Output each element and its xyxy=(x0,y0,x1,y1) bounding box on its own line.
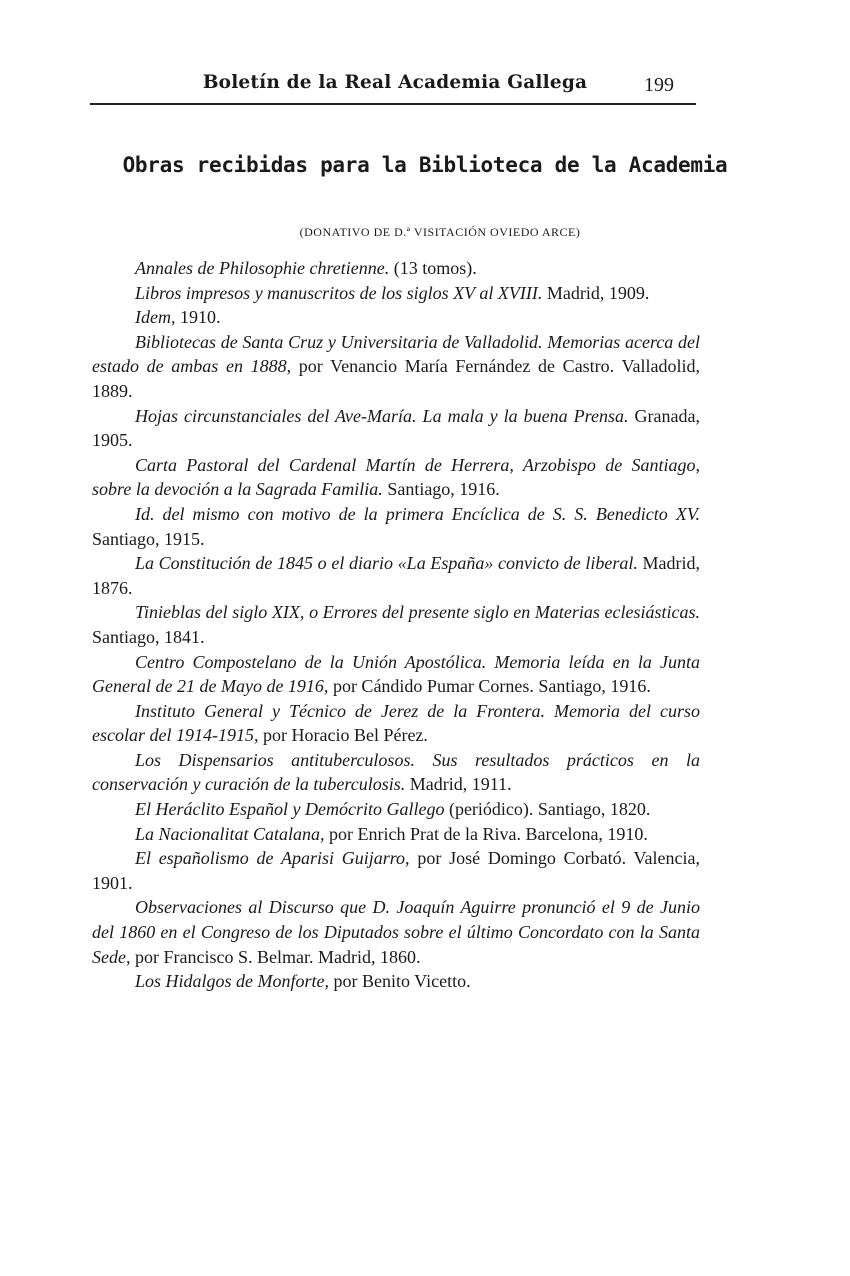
entry-details: por José Domingo Corbató. Valencia, 1901. xyxy=(92,848,700,893)
entry-details: Madrid, 1909. xyxy=(542,282,650,303)
entry-details: 1910. xyxy=(175,307,221,328)
entry-list xyxy=(92,256,700,994)
list-item xyxy=(92,305,700,330)
entry-details: por Cándido Pumar Cornes. Santiago, 1916. xyxy=(328,676,651,697)
entry-details: Madrid, 1876. xyxy=(92,553,701,598)
page-header xyxy=(92,70,698,102)
list-item xyxy=(92,551,700,600)
entry-title: Bibliotecas de Santa Cruz y Universitaria de Valladolid. Memorias acerca del estado de ambas en 1888, xyxy=(92,331,700,377)
list-item xyxy=(92,699,700,748)
list-item xyxy=(92,822,700,847)
entry-details: (periódico). Santiago, 1820. xyxy=(444,799,651,820)
entry-title: Libros impresos y manuscritos de los siglos XV al XVIII. xyxy=(135,282,543,303)
list-item xyxy=(92,404,700,453)
entry-title: Carta Pastoral del Cardenal Martín de Herrera, Arzobispo de Santiago, sobre la devoción a la Sagrada Familia. xyxy=(92,454,700,500)
list-item xyxy=(92,969,700,994)
list-item xyxy=(92,895,700,969)
list-item xyxy=(92,748,700,797)
list-item xyxy=(92,797,700,822)
entry-details: Granada, 1905. xyxy=(92,405,700,451)
entry-title: Los Hidalgos de Monforte, xyxy=(135,971,330,992)
entry-details: por Enrich Prat de la Riva. Barcelona, 1910. xyxy=(324,823,648,844)
entry-title: Instituto General y Técnico de Jerez de la Frontera. Memoria del curso escolar del 1914-1915, xyxy=(92,700,700,746)
entry-details: Santiago, 1841. xyxy=(92,626,205,647)
list-item xyxy=(92,256,700,281)
entry-title: La Constitución de 1845 o el diario «La España» convicto de liberal. xyxy=(135,553,638,574)
list-item xyxy=(92,650,700,699)
entry-title: Annales de Philosophie chretienne. xyxy=(135,258,390,278)
entry-details: (13 tomos). xyxy=(389,258,477,278)
list-item xyxy=(92,502,700,551)
section-title: Obras recibidas para la Biblioteca de la Academia xyxy=(122,153,728,177)
list-item xyxy=(92,281,700,306)
page-number: 199 xyxy=(644,74,674,96)
entry-details: Santiago, 1916. xyxy=(382,479,500,500)
donation-note: (DONATIVO DE D.ª VISITACIÓN OVIEDO ARCE) xyxy=(299,225,581,239)
header-rule xyxy=(90,103,696,105)
entry-title: Hojas circunstanciales del Ave-María. La mala y la buena Prensa. xyxy=(135,405,629,426)
running-title: Boletín de la Real Academia Gallega xyxy=(202,72,588,93)
entry-title: Centro Compostelano de la Unión Apostólica. Memoria leída en la Junta General de 21 de Mayo de 1916, xyxy=(92,651,700,697)
list-item xyxy=(92,330,700,404)
list-item xyxy=(92,600,700,649)
entry-details: por Benito Vicetto. xyxy=(329,971,471,992)
entry-title: La Nacionalitat Catalana, xyxy=(135,823,325,844)
entry-title: Idem, xyxy=(135,307,176,328)
list-item xyxy=(92,846,700,895)
entry-title: Tinieblas del siglo XIX, o Errores del presente siglo en Materias eclesiásticas. xyxy=(135,602,700,623)
entry-details: por Horacio Bel Pérez. xyxy=(258,725,428,746)
entry-title: Id. del mismo con motivo de la primera Encíclica de S. S. Benedicto XV. xyxy=(135,503,700,524)
entry-title: Los Dispensarios antituberculosos. Sus resultados prácticos en la conservación y curación de la tuberculosis. xyxy=(92,749,700,795)
entry-details: por Francisco S. Belmar. Madrid, 1860. xyxy=(130,946,421,967)
entry-details: Madrid, 1911. xyxy=(405,774,512,795)
entry-details: Santiago, 1915. xyxy=(92,528,205,549)
entry-title: El Heráclito Español y Demócrito Gallego xyxy=(135,799,445,820)
entry-details: por Venancio María Fernández de Castro. Valladolid, 1889. xyxy=(92,356,701,401)
entry-title: Observaciones al Discurso que D. Joaquín Aguirre pronunció el 9 de Junio del 1860 en el Congreso de los Diputados sobre el último Concordato con la Santa Sede, xyxy=(92,897,700,967)
entry-title: El españolismo de Aparisi Guijarro, xyxy=(135,848,410,869)
list-item xyxy=(92,453,700,502)
